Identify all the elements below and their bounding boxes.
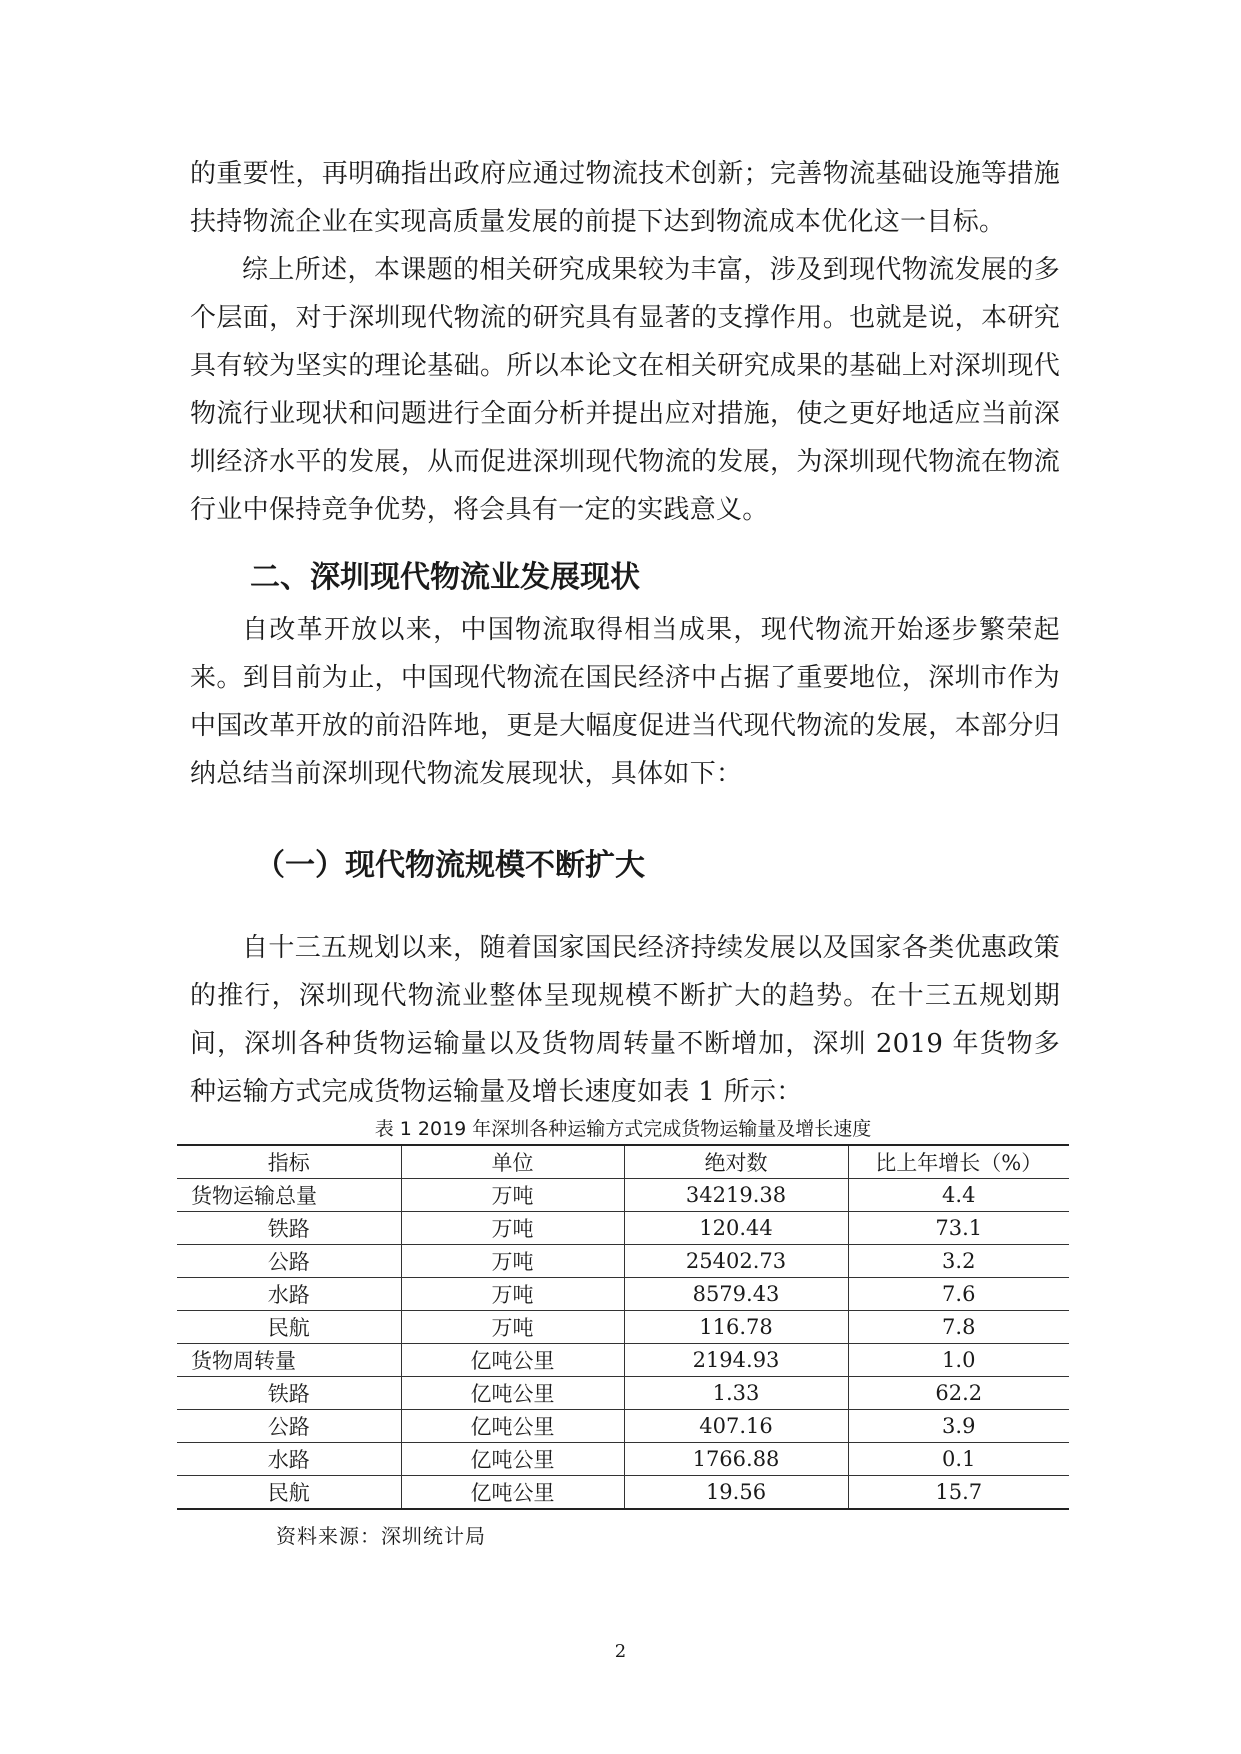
cell-indicator: 货物周转量 [177, 1344, 401, 1377]
table-row [177, 1476, 1069, 1510]
cell-unit: 亿吨公里 [401, 1344, 624, 1377]
cell-unit: 亿吨公里 [401, 1476, 624, 1510]
header-indicator: 指标 [177, 1145, 401, 1179]
cell-value: 34219.38 [624, 1179, 848, 1212]
cell-growth: 15.7 [848, 1476, 1069, 1510]
page-number: 2 [614, 1641, 627, 1662]
cell-indicator: 水路 [177, 1443, 401, 1476]
cell-growth: 7.8 [848, 1311, 1069, 1344]
table-row [177, 1344, 1069, 1377]
cell-value: 25402.73 [624, 1245, 848, 1278]
header-growth: 比上年增长（%） [848, 1145, 1069, 1179]
cell-unit: 万吨 [401, 1278, 624, 1311]
header-unit: 单位 [401, 1145, 624, 1179]
cell-indicator: 民航 [177, 1311, 401, 1344]
cell-value: 1.33 [624, 1377, 848, 1410]
cell-growth: 1.0 [848, 1344, 1069, 1377]
cell-unit: 亿吨公里 [401, 1410, 624, 1443]
cell-indicator: 公路 [177, 1410, 401, 1443]
table-row [177, 1278, 1069, 1311]
paragraph-section-intro: 自改革开放以来，中国物流取得相当成果，现代物流开始逐步繁荣起来。到目前为止，中国现代物流在国民经济中占据了重要地位，深圳市作为中国改革开放的前沿阵地，更是大幅度促进当代现代物流的发展，本部分归纳总结当前深圳现代物流发展现状，具体如下： [190, 615, 1060, 789]
cell-indicator: 民航 [177, 1476, 401, 1510]
table-row [177, 1377, 1069, 1410]
cell-value: 116.78 [624, 1311, 848, 1344]
cell-value: 8579.43 [624, 1278, 848, 1311]
table-caption: 表 1 2019 年深圳各种运输方式完成货物运输量及增长速度 [374, 1118, 872, 1140]
table-row [177, 1179, 1069, 1212]
section-heading: 二、深圳现代物流业发展现状 [250, 560, 640, 595]
cell-unit: 万吨 [401, 1179, 624, 1212]
cell-value: 407.16 [624, 1410, 848, 1443]
cell-unit: 亿吨公里 [401, 1443, 624, 1476]
cell-value: 1766.88 [624, 1443, 848, 1476]
cell-growth: 73.1 [848, 1212, 1069, 1245]
freight-table [177, 1144, 1069, 1510]
cell-growth: 62.2 [848, 1377, 1069, 1410]
subsection-heading: （一）现代物流规模不断扩大 [255, 848, 645, 883]
cell-unit: 亿吨公里 [401, 1377, 624, 1410]
paragraph-intro-continued: 的重要性，再明确指出政府应通过物流技术创新；完善物流基础设施等措施扶持物流企业在实现高质量发展的前提下达到物流成本优化这一目标。 [190, 159, 1060, 237]
table-header-row [177, 1145, 1069, 1179]
cell-growth: 3.9 [848, 1410, 1069, 1443]
table-row [177, 1212, 1069, 1245]
cell-value: 120.44 [624, 1212, 848, 1245]
table-row [177, 1410, 1069, 1443]
cell-unit: 万吨 [401, 1212, 624, 1245]
cell-indicator: 水路 [177, 1278, 401, 1311]
paragraph-summary: 综上所述，本课题的相关研究成果较为丰富，涉及到现代物流发展的多个层面，对于深圳现代物流的研究具有显著的支撑作用。也就是说，本研究具有较为坚实的理论基础。所以本论文在相关研究成果的基础上对深圳现代物流行业现状和问题进行全面分析并提出应对措施，使之更好地适应当前深圳经济水平的发展，从而促进深圳现代物流的发展，为深圳现代物流在物流行业中保持竞争优势，将会具有一定的实践意义。 [190, 255, 1060, 525]
cell-growth: 4.4 [848, 1179, 1069, 1212]
cell-indicator: 公路 [177, 1245, 401, 1278]
cell-indicator: 铁路 [177, 1377, 401, 1410]
cell-unit: 万吨 [401, 1311, 624, 1344]
cell-growth: 3.2 [848, 1245, 1069, 1278]
table-row [177, 1245, 1069, 1278]
cell-growth: 7.6 [848, 1278, 1069, 1311]
cell-value: 2194.93 [624, 1344, 848, 1377]
cell-unit: 万吨 [401, 1245, 624, 1278]
header-value: 绝对数 [624, 1145, 848, 1179]
cell-indicator: 货物运输总量 [177, 1179, 401, 1212]
table-source-note: 资料来源：深圳统计局 [276, 1524, 486, 1548]
cell-indicator: 铁路 [177, 1212, 401, 1245]
paragraph-scale: 自十三五规划以来，随着国家国民经济持续发展以及国家各类优惠政策的推行，深圳现代物流业整体呈现规模不断扩大的趋势。在十三五规划期间，深圳各种货物运输量以及货物周转量不断增加，深圳 2019 年货物多种运输方式完成货物运输量及增长速度如表 1 所示： [190, 933, 1060, 1107]
table-row [177, 1443, 1069, 1476]
cell-growth: 0.1 [848, 1443, 1069, 1476]
cell-value: 19.56 [624, 1476, 848, 1510]
table-row [177, 1311, 1069, 1344]
